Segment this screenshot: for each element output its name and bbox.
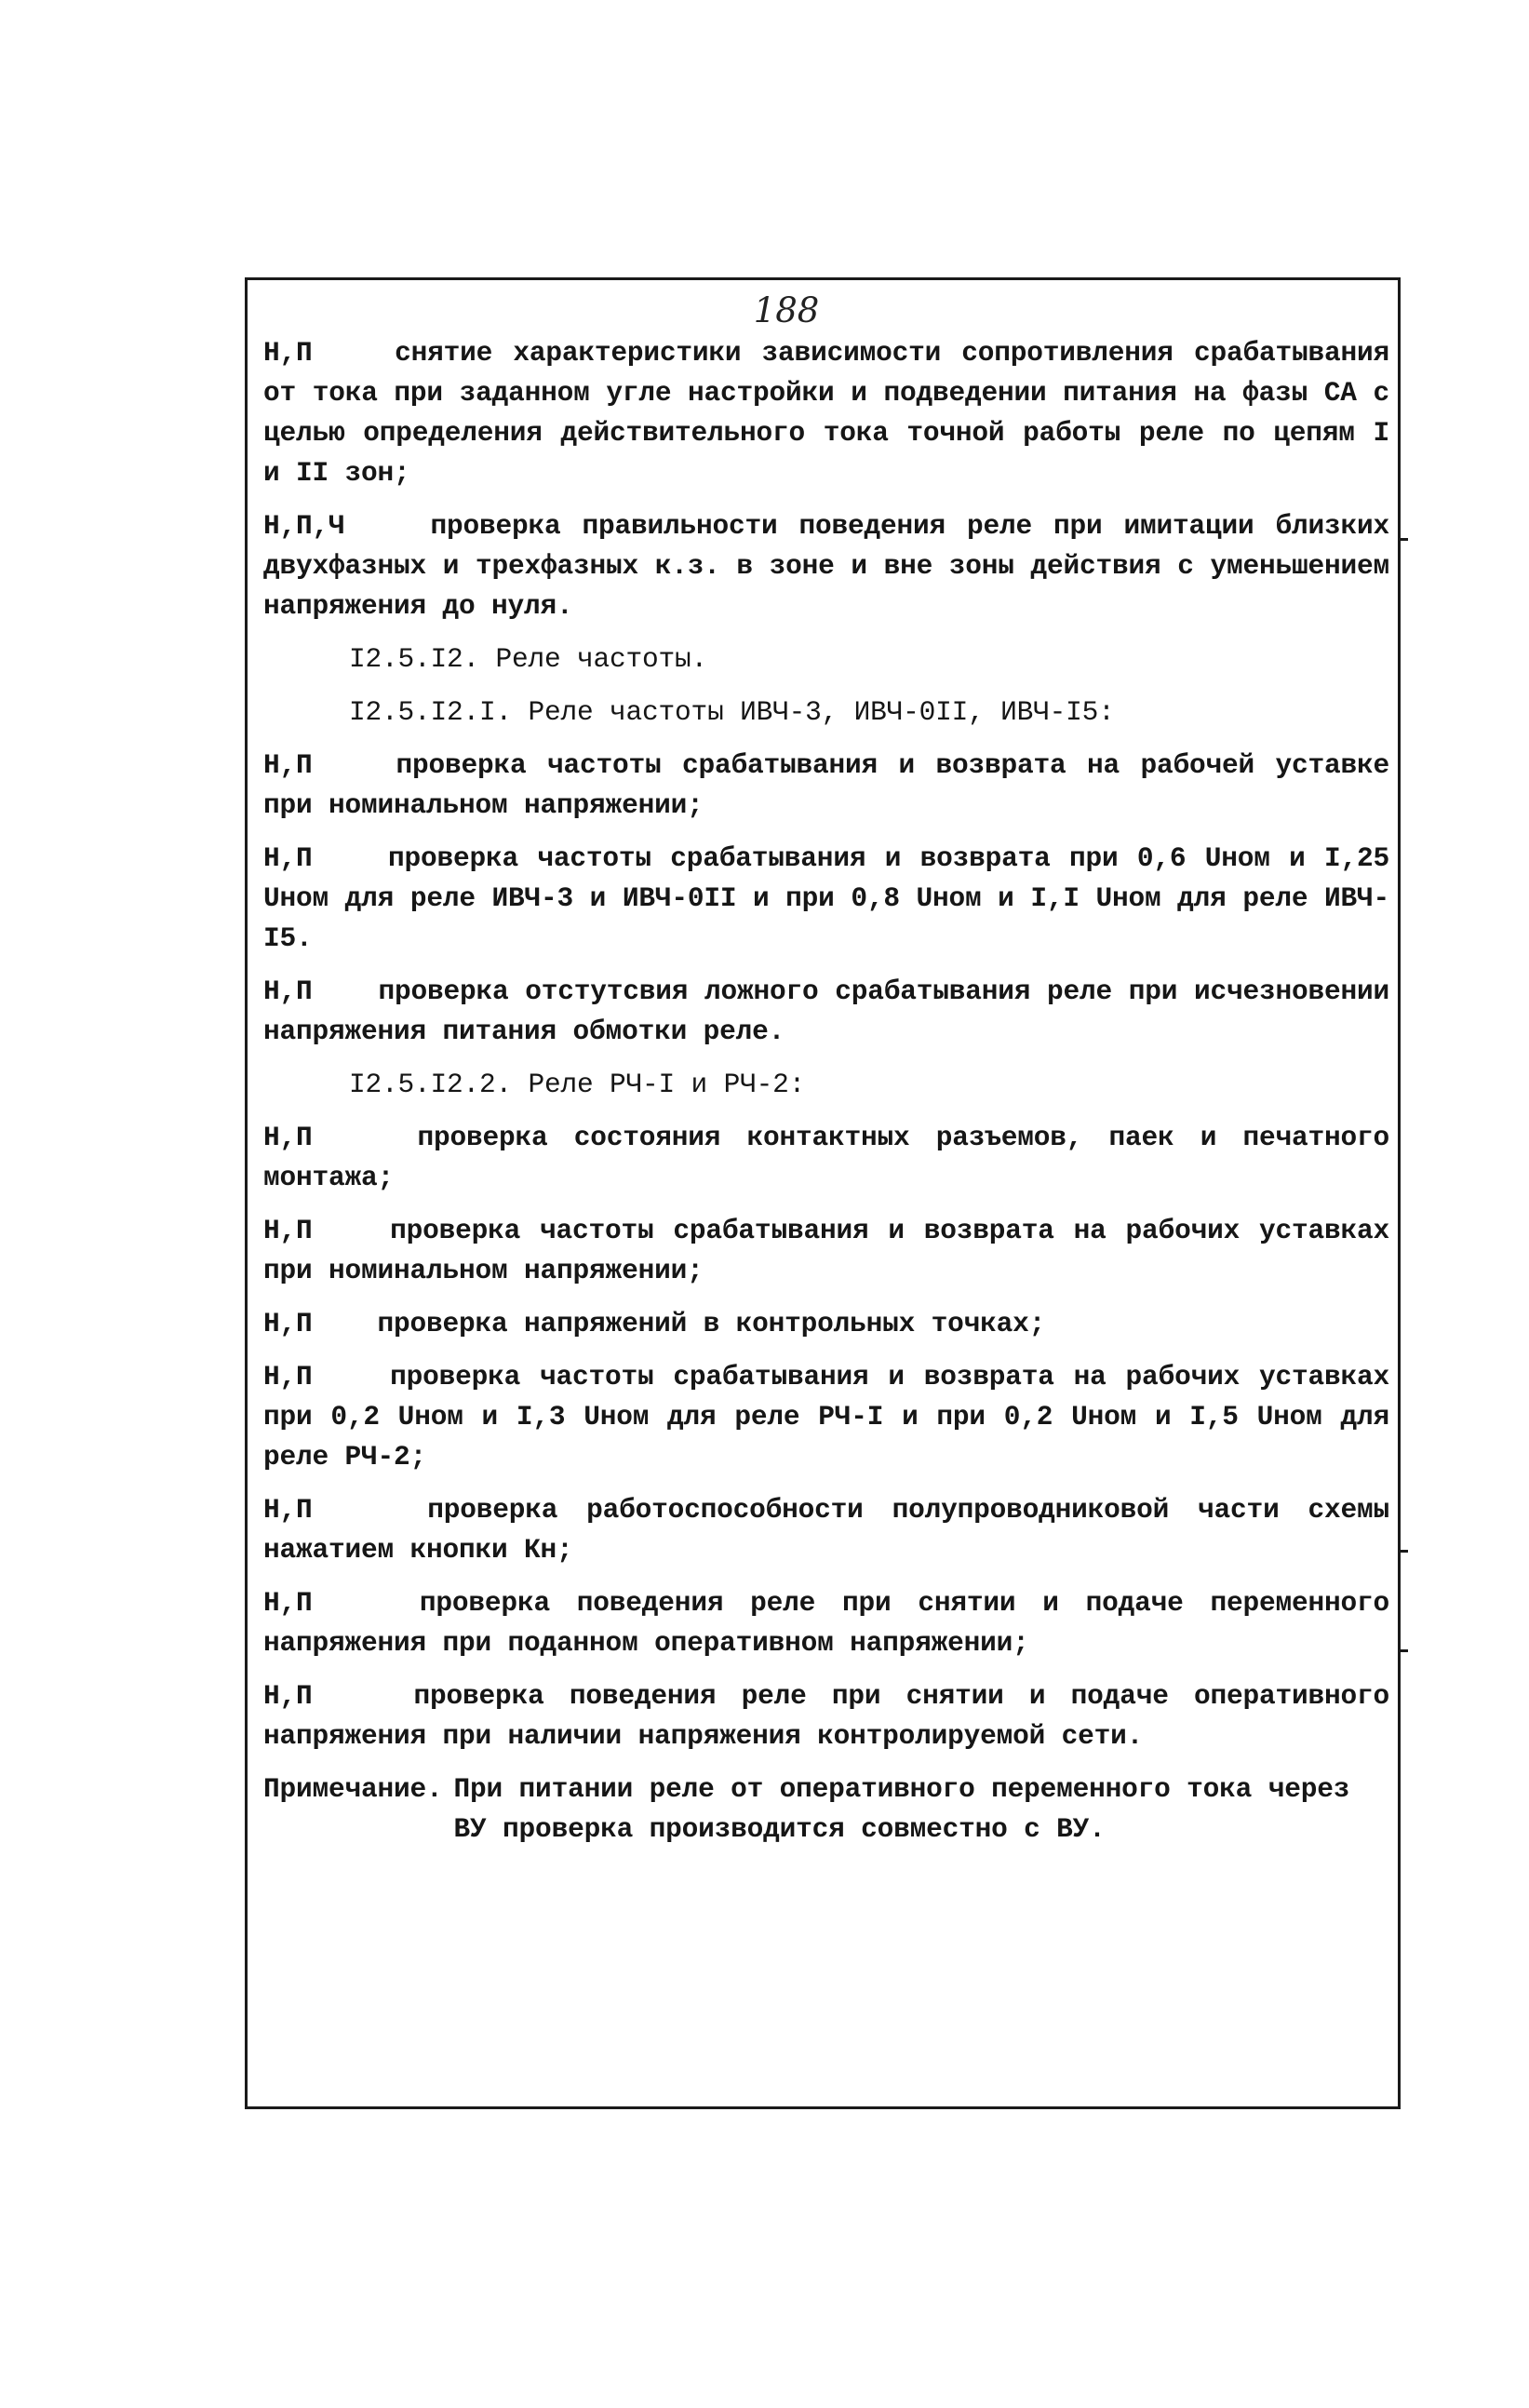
check-entry: [263, 1357, 1389, 1477]
check-code: Н,П: [263, 1680, 313, 1712]
check-entry: [263, 1211, 1389, 1291]
note-line-1: При питании реле от оперативного переменного тока через: [453, 1773, 1350, 1805]
section-heading: I2.5.I2.I. Реле частоты ИВЧ-3, ИВЧ-0II, ИВЧ-I5:: [349, 696, 1115, 728]
check-text: проверка работоспособности полупроводниковой части схемы нажатием кнопки Кн;: [263, 1494, 1389, 1566]
section-heading: I2.5.I2.2. Реле РЧ-I и РЧ-2:: [349, 1069, 806, 1100]
check-text: проверка частоты срабатывания и возврата на рабочей уставке при номинальном напряжении;: [263, 749, 1390, 821]
check-code: Н,П: [263, 1215, 313, 1246]
section-heading: I2.5.I2. Реле частоты.: [349, 643, 708, 675]
note-label: Примечание.: [263, 1773, 443, 1805]
check-code: Н,П: [263, 1361, 313, 1392]
check-entry: [263, 972, 1389, 1052]
note: [263, 1769, 1389, 1850]
document-body: [263, 333, 1389, 1850]
margin-tick: [1399, 538, 1408, 541]
check-code: Н,П,Ч: [263, 510, 345, 542]
check-entry: [263, 506, 1389, 626]
check-code: Н,П: [263, 1587, 313, 1619]
check-code: Н,П: [263, 975, 313, 1007]
check-text: проверка состояния контактных разъемов, паек и печатного монтажа;: [263, 1122, 1389, 1193]
check-code: Н,П: [263, 842, 313, 874]
check-code: Н,П: [263, 749, 313, 781]
check-code: Н,П: [263, 1494, 313, 1526]
note-line-2: ВУ проверка производится совместно с ВУ.: [453, 1813, 1106, 1845]
check-entry: [263, 1118, 1389, 1198]
check-entry: [263, 746, 1389, 826]
check-entry: [263, 1304, 1389, 1344]
check-code: Н,П: [263, 1122, 313, 1153]
margin-tick: [1399, 1550, 1408, 1553]
margin-tick: [1399, 1649, 1408, 1652]
page-number: 188: [753, 290, 820, 330]
check-text: проверка поведения реле при снятии и подаче оперативного напряжения при наличии напряжения контролируемой сети.: [263, 1680, 1389, 1752]
check-code: Н,П: [263, 337, 313, 369]
check-text: проверка частоты срабатывания и возврата на рабочих уставках при 0,2 Uном и I,3 Uном для реле РЧ-I и при 0,2 Uном и I,5 Uном для реле РЧ-2;: [263, 1361, 1389, 1473]
check-text: снятие характеристики зависимости сопротивления срабатывания от тока при заданном угле настройки и подведении питания на фазы СА с целью определения действительного тока точной работы реле по цепям I и II зон;: [263, 337, 1389, 489]
check-entry: [263, 1490, 1389, 1570]
check-entry: [263, 1676, 1389, 1756]
check-code: Н,П: [263, 1308, 313, 1339]
check-entry: [263, 839, 1389, 959]
check-text: проверка правильности поведения реле при имитации близких двухфазных и трехфазных к.з. в зоне и вне зоны действия с уменьшением напряжения до нуля.: [263, 510, 1389, 622]
check-text: проверка напряжений в контрольных точках;: [377, 1308, 1046, 1339]
check-entry: [263, 333, 1389, 493]
check-text: проверка частоты срабатывания и возврата на рабочих уставках при номинальном напряжении;: [263, 1215, 1389, 1286]
check-text: проверка частоты срабатывания и возврата при 0,6 Uном и I,25 Uном для реле ИВЧ-3 и ИВЧ-0II и при 0,8 Uном и I,I Uном для реле ИВЧ-I5.: [263, 842, 1389, 954]
check-entry: [263, 1583, 1389, 1663]
check-text: проверка отстутсвия ложного срабатывания реле при исчезновении напряжения питания обмотки реле.: [263, 975, 1390, 1047]
check-text: проверка поведения реле при снятии и подаче переменного напряжения при поданном оперативном напряжении;: [263, 1587, 1389, 1659]
